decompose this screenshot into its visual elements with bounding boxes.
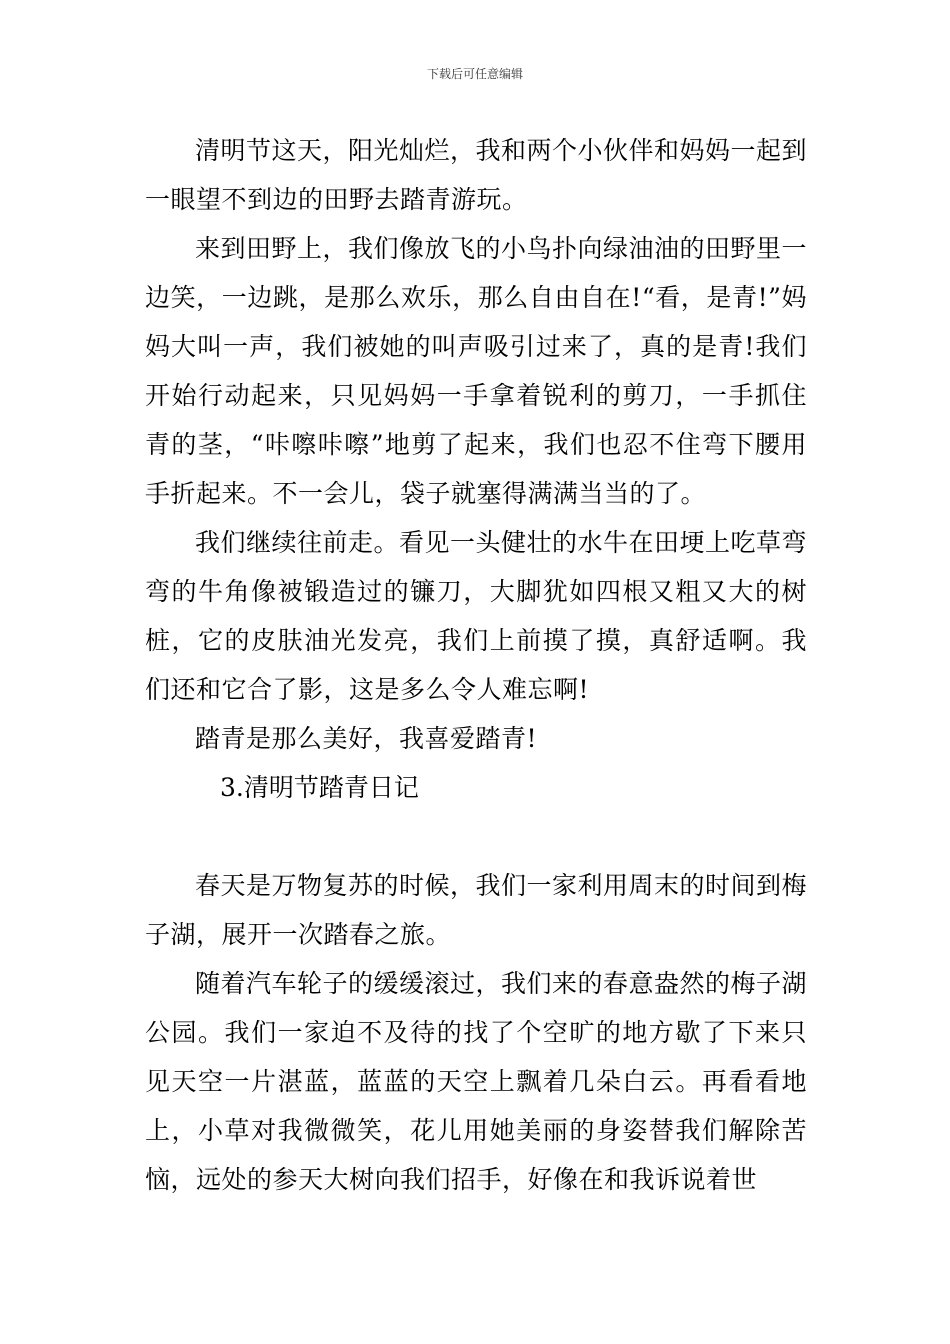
paragraph: 我们继续往前走。看见一头健壮的水牛在田埂上吃草弯弯的牛角像被锻造过的镰刀，大脚犹如四根又粗又大的树桩，它的皮肤油光发亮，我们上前摸了摸，真舒适啊。我们还和它合了影，这是多么令人难忘啊!: [145, 528, 808, 704]
section-heading: 3.清明节踏青日记: [220, 773, 419, 802]
page-header-note: 下载后可任意编辑: [426, 67, 523, 81]
paragraph: 随着汽车轮子的缓缓滚过，我们来的春意盎然的梅子湖公园。我们一家迫不及待的找了个空旷的地方歇了下来只见天空一片湛蓝，蓝蓝的天空上飘着几朵白云。再看看地上，小草对我微微笑，花儿用她美丽的身姿替我们解除苦恼，远处的参天大树向我们招手，好像在和我诉说着世: [145, 969, 808, 1194]
paragraph: 春天是万物复苏的时候，我们一家利用周末的时间到梅子湖，展开一次踏春之旅。: [145, 871, 808, 949]
paragraph: 踏青是那么美好，我喜爱踏青!: [195, 724, 538, 753]
paragraph: 清明节这天，阳光灿烂，我和两个小伙伴和妈妈一起到一眼望不到边的田野去踏青游玩。: [145, 136, 808, 214]
paragraph: 来到田野上，我们像放飞的小鸟扑向绿油油的田野里一边笑，一边跳，是那么欢乐，那么自由自在!“看，是青!”妈妈大叫一声，我们被她的叫声吸引过来了，真的是青!我们开始行动起来，只见妈妈一手拿着锐利的剪刀，一手抓住青的茎，“咔嚓咔嚓”地剪了起来，我们也忍不住弯下腰用手折起来。不一会儿，袋子就塞得满满当当的了。: [145, 234, 808, 508]
document-body: [145, 126, 807, 1204]
